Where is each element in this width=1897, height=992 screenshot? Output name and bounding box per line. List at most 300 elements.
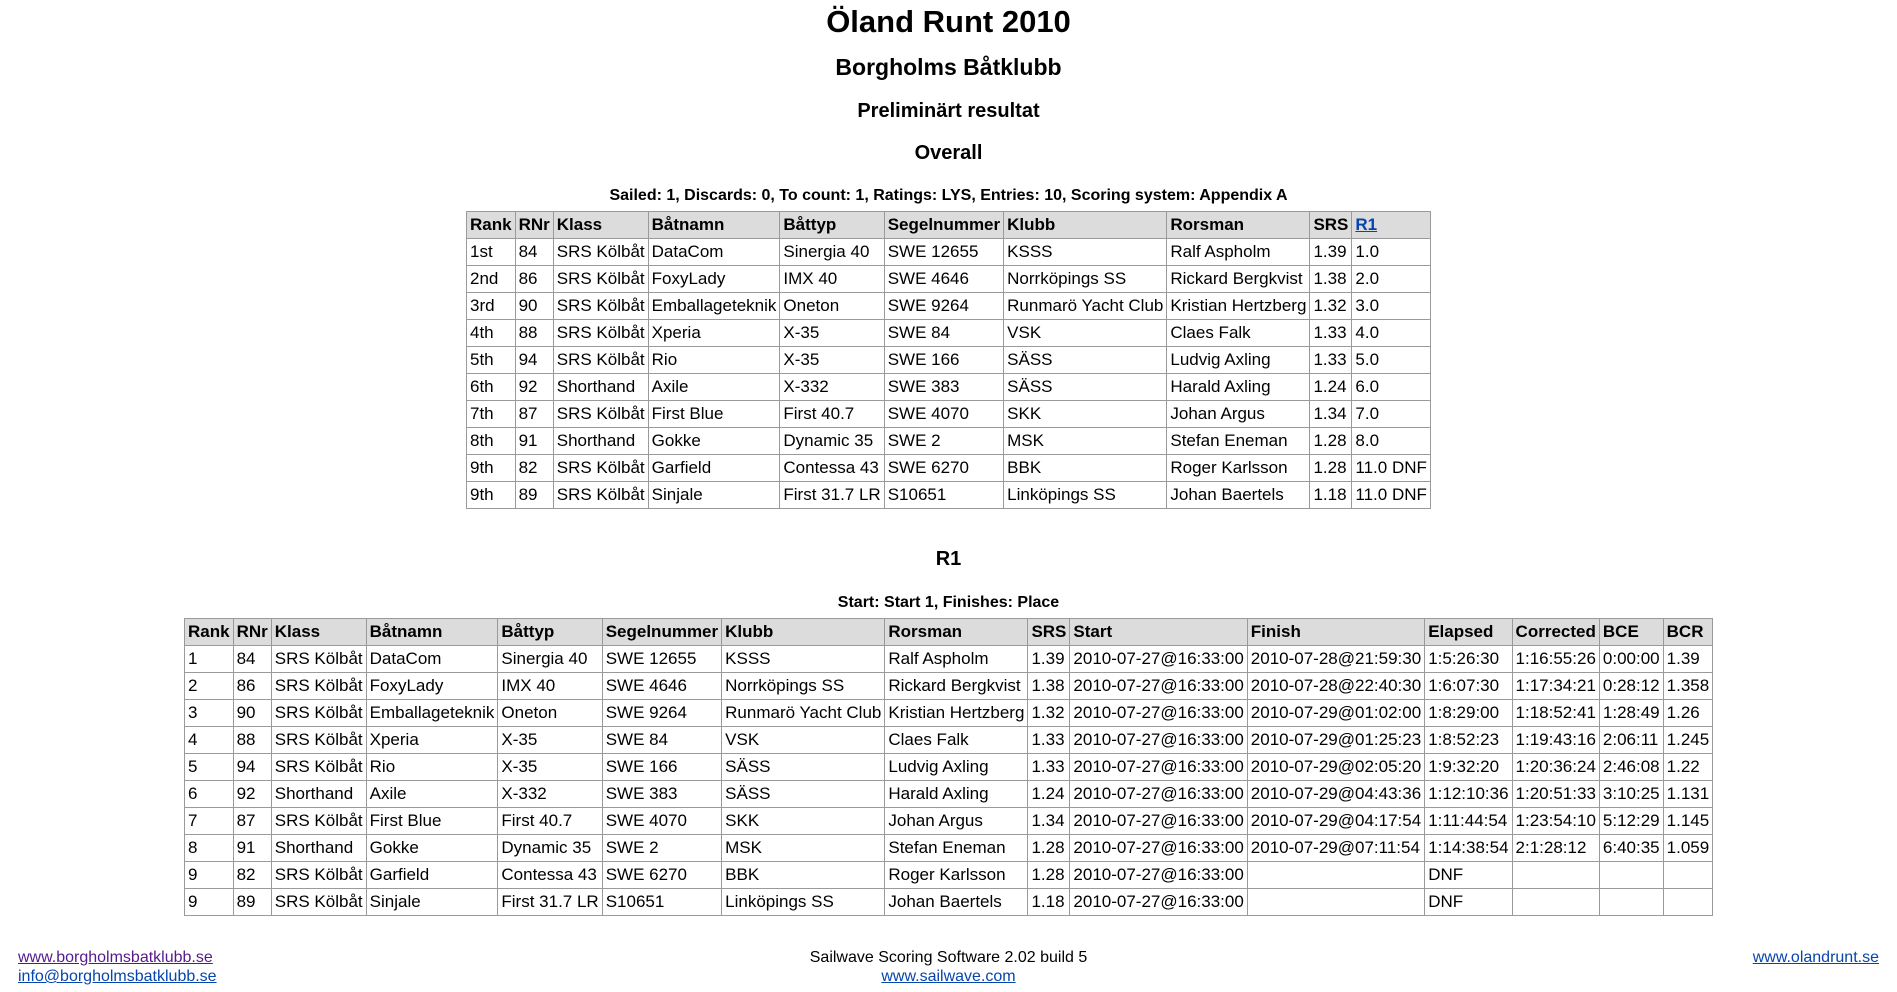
- table-cell: BBK: [1004, 455, 1167, 482]
- table-row: [467, 401, 1431, 428]
- table-cell: SRS Kölbåt: [553, 482, 648, 509]
- table-cell: DataCom: [648, 239, 780, 266]
- table-cell: 4th: [467, 320, 516, 347]
- table-cell: Shorthand: [553, 374, 648, 401]
- table-cell: 5.0: [1352, 347, 1431, 374]
- table-cell: 1.34: [1310, 401, 1352, 428]
- table-cell: SRS Kölbåt: [553, 293, 648, 320]
- table-cell: SWE 2: [884, 428, 1003, 455]
- table-cell: 2010-07-27@16:33:00: [1070, 835, 1247, 862]
- event-website-link[interactable]: www.olandrunt.se: [1752, 949, 1879, 966]
- table-cell: 1.059: [1663, 835, 1713, 862]
- table-cell: 2nd: [467, 266, 516, 293]
- table-cell: 2:46:08: [1599, 754, 1663, 781]
- table-cell: 6: [185, 781, 234, 808]
- table-cell: 1.39: [1028, 646, 1070, 673]
- table-cell: 2010-07-29@02:05:20: [1247, 754, 1424, 781]
- table-cell: SRS Kölbåt: [553, 347, 648, 374]
- table-cell: SWE 12655: [884, 239, 1003, 266]
- table-cell: SWE 9264: [602, 700, 721, 727]
- table-cell: 82: [233, 862, 271, 889]
- table-cell: 1.28: [1310, 428, 1352, 455]
- table-cell: Gokke: [366, 835, 498, 862]
- table-row: [185, 673, 1713, 700]
- table-cell: 7: [185, 808, 234, 835]
- table-cell: Garfield: [648, 455, 780, 482]
- table-cell: [1512, 862, 1599, 889]
- table-cell: Runmarö Yacht Club: [1004, 293, 1167, 320]
- table-cell: Ralf Aspholm: [885, 646, 1028, 673]
- column-header: RNr: [233, 619, 271, 646]
- table-cell: SWE 4646: [884, 266, 1003, 293]
- column-header: Klass: [553, 212, 648, 239]
- table-cell: 87: [233, 808, 271, 835]
- table-row: [467, 374, 1431, 401]
- table-cell: 2010-07-27@16:33:00: [1070, 646, 1247, 673]
- table-cell: S10651: [602, 889, 721, 916]
- table-row: [185, 754, 1713, 781]
- table-cell: 1:5:26:30: [1425, 646, 1512, 673]
- table-cell: 4: [185, 727, 234, 754]
- table-cell: 6.0: [1352, 374, 1431, 401]
- race-results-table: [184, 618, 1713, 916]
- table-cell: Shorthand: [553, 428, 648, 455]
- table-cell: 0:00:00: [1599, 646, 1663, 673]
- page-title: Öland Runt 2010: [826, 4, 1071, 39]
- table-cell: Johan Baertels: [885, 889, 1028, 916]
- table-cell: Sinjale: [648, 482, 780, 509]
- table-cell: SWE 6270: [884, 455, 1003, 482]
- table-cell: 3:10:25: [1599, 781, 1663, 808]
- table-cell: First 31.7 LR: [780, 482, 884, 509]
- overall-header-row: [467, 212, 1431, 239]
- column-header: Båttyp: [780, 212, 884, 239]
- table-cell: X-35: [780, 320, 884, 347]
- column-header: BCE: [1599, 619, 1663, 646]
- table-cell: Linköpings SS: [722, 889, 885, 916]
- table-cell: 5th: [467, 347, 516, 374]
- table-cell: VSK: [1004, 320, 1167, 347]
- overall-results-table: [466, 211, 1431, 509]
- software-credit: Sailwave Scoring Software 2.02 build 5: [809, 949, 1088, 966]
- table-cell: 1:16:55:26: [1512, 646, 1599, 673]
- table-row: [185, 889, 1713, 916]
- race-link[interactable]: R1: [1355, 215, 1378, 234]
- footer-right: [1753, 948, 1879, 967]
- table-cell: Norrköpings SS: [1004, 266, 1167, 293]
- table-cell: 89: [515, 482, 553, 509]
- table-cell: 1.22: [1663, 754, 1713, 781]
- table-cell: Rickard Bergkvist: [885, 673, 1028, 700]
- table-cell: Claes Falk: [885, 727, 1028, 754]
- table-cell: 1:19:43:16: [1512, 727, 1599, 754]
- table-row: [467, 293, 1431, 320]
- table-cell: 91: [515, 428, 553, 455]
- table-cell: SRS Kölbåt: [553, 401, 648, 428]
- table-cell: Sinergia 40: [780, 239, 884, 266]
- table-cell: 94: [515, 347, 553, 374]
- table-cell: SRS Kölbåt: [271, 862, 366, 889]
- table-cell: DNF: [1425, 889, 1512, 916]
- column-header[interactable]: [1352, 212, 1431, 239]
- table-cell: SWE 166: [884, 347, 1003, 374]
- column-header: Corrected: [1512, 619, 1599, 646]
- table-row: [467, 266, 1431, 293]
- table-cell: 0:28:12: [1599, 673, 1663, 700]
- column-header: Båtnamn: [648, 212, 780, 239]
- table-cell: 1.358: [1663, 673, 1713, 700]
- table-cell: Dynamic 35: [780, 428, 884, 455]
- table-cell: SÄSS: [1004, 374, 1167, 401]
- table-cell: SWE 4070: [602, 808, 721, 835]
- table-cell: SRS Kölbåt: [271, 808, 366, 835]
- table-cell: 2010-07-27@16:33:00: [1070, 889, 1247, 916]
- table-cell: 9th: [467, 482, 516, 509]
- column-header: Finish: [1247, 619, 1424, 646]
- table-cell: Runmarö Yacht Club: [722, 700, 885, 727]
- table-cell: Ralf Aspholm: [1167, 239, 1310, 266]
- table-cell: Emballageteknik: [366, 700, 498, 727]
- table-cell: 1.18: [1028, 889, 1070, 916]
- table-cell: [1247, 862, 1424, 889]
- table-cell: 2010-07-27@16:33:00: [1070, 781, 1247, 808]
- table-cell: 1.38: [1028, 673, 1070, 700]
- column-header: Rorsman: [885, 619, 1028, 646]
- table-cell: 92: [233, 781, 271, 808]
- table-cell: Ludvig Axling: [1167, 347, 1310, 374]
- table-cell: 2:06:11: [1599, 727, 1663, 754]
- table-cell: 1.33: [1310, 347, 1352, 374]
- table-cell: 2010-07-27@16:33:00: [1070, 700, 1247, 727]
- table-cell: Norrköpings SS: [722, 673, 885, 700]
- table-cell: MSK: [1004, 428, 1167, 455]
- table-cell: Oneton: [780, 293, 884, 320]
- table-cell: 90: [233, 700, 271, 727]
- table-cell: SKK: [1004, 401, 1167, 428]
- table-cell: Stefan Eneman: [1167, 428, 1310, 455]
- table-cell: VSK: [722, 727, 885, 754]
- table-cell: 1:14:38:54: [1425, 835, 1512, 862]
- table-row: [467, 482, 1431, 509]
- table-cell: 5:12:29: [1599, 808, 1663, 835]
- table-cell: 2010-07-27@16:33:00: [1070, 673, 1247, 700]
- table-cell: 2: [185, 673, 234, 700]
- table-cell: SKK: [722, 808, 885, 835]
- table-cell: 2:1:28:12: [1512, 835, 1599, 862]
- race-heading: R1: [935, 548, 962, 570]
- column-header: BCR: [1663, 619, 1713, 646]
- table-cell: Johan Argus: [1167, 401, 1310, 428]
- table-cell: KSSS: [722, 646, 885, 673]
- table-cell: 2010-07-28@21:59:30: [1247, 646, 1424, 673]
- table-cell: 1:20:51:33: [1512, 781, 1599, 808]
- table-cell: Shorthand: [271, 835, 366, 862]
- table-cell: 94: [233, 754, 271, 781]
- column-header: Rorsman: [1167, 212, 1310, 239]
- table-cell: SWE 2: [602, 835, 721, 862]
- table-cell: Sinjale: [366, 889, 498, 916]
- table-cell: 2010-07-29@07:11:54: [1247, 835, 1424, 862]
- footer-center: [0, 948, 1897, 986]
- table-cell: MSK: [722, 835, 885, 862]
- table-cell: SWE 383: [602, 781, 721, 808]
- table-cell: SWE 383: [884, 374, 1003, 401]
- table-cell: 8.0: [1352, 428, 1431, 455]
- table-cell: 3.0: [1352, 293, 1431, 320]
- table-row: [185, 700, 1713, 727]
- table-cell: IMX 40: [498, 673, 602, 700]
- table-row: [467, 455, 1431, 482]
- column-header: Start: [1070, 619, 1247, 646]
- table-cell: X-332: [498, 781, 602, 808]
- table-cell: 1.245: [1663, 727, 1713, 754]
- table-cell: SÄSS: [722, 754, 885, 781]
- table-cell: Roger Karlsson: [1167, 455, 1310, 482]
- column-header: Klubb: [1004, 212, 1167, 239]
- table-cell: 2010-07-29@01:02:00: [1247, 700, 1424, 727]
- table-cell: 88: [515, 320, 553, 347]
- table-cell: 86: [515, 266, 553, 293]
- table-cell: 1.24: [1310, 374, 1352, 401]
- table-cell: 1.145: [1663, 808, 1713, 835]
- table-cell: 89: [233, 889, 271, 916]
- table-cell: SWE 4070: [884, 401, 1003, 428]
- table-cell: [1663, 889, 1713, 916]
- table-cell: 8th: [467, 428, 516, 455]
- table-cell: [1512, 889, 1599, 916]
- table-cell: Ludvig Axling: [885, 754, 1028, 781]
- table-cell: SRS Kölbåt: [271, 889, 366, 916]
- table-cell: Linköpings SS: [1004, 482, 1167, 509]
- table-cell: Harald Axling: [885, 781, 1028, 808]
- table-cell: SRS Kölbåt: [271, 700, 366, 727]
- table-cell: 1.0: [1352, 239, 1431, 266]
- table-cell: 1:8:29:00: [1425, 700, 1512, 727]
- table-cell: IMX 40: [780, 266, 884, 293]
- table-cell: Oneton: [498, 700, 602, 727]
- table-cell: FoxyLady: [366, 673, 498, 700]
- table-cell: First Blue: [648, 401, 780, 428]
- table-cell: 1.39: [1310, 239, 1352, 266]
- table-cell: 1:18:52:41: [1512, 700, 1599, 727]
- table-cell: 9: [185, 862, 234, 889]
- column-header: Båtnamn: [366, 619, 498, 646]
- table-row: [467, 320, 1431, 347]
- table-cell: X-35: [498, 727, 602, 754]
- table-cell: SWE 84: [602, 727, 721, 754]
- table-cell: Emballageteknik: [648, 293, 780, 320]
- table-cell: 2010-07-29@04:43:36: [1247, 781, 1424, 808]
- table-cell: Axile: [648, 374, 780, 401]
- table-cell: 11.0 DNF: [1352, 455, 1431, 482]
- column-header: Rank: [185, 619, 234, 646]
- table-cell: 92: [515, 374, 553, 401]
- column-header: RNr: [515, 212, 553, 239]
- table-cell: [1247, 889, 1424, 916]
- club-website-link[interactable]: www.borgholmsbatklubb.se: [18, 949, 213, 966]
- table-cell: 1.28: [1028, 835, 1070, 862]
- table-cell: SRS Kölbåt: [271, 727, 366, 754]
- table-cell: 9th: [467, 455, 516, 482]
- table-cell: Kristian Hertzberg: [885, 700, 1028, 727]
- table-cell: 1:28:49: [1599, 700, 1663, 727]
- table-cell: 2.0: [1352, 266, 1431, 293]
- table-cell: Gokke: [648, 428, 780, 455]
- table-cell: X-35: [498, 754, 602, 781]
- table-cell: First 40.7: [498, 808, 602, 835]
- table-cell: 1.32: [1028, 700, 1070, 727]
- column-header: Klass: [271, 619, 366, 646]
- club-email-link[interactable]: info@borgholmsbatklubb.se: [18, 968, 217, 985]
- table-cell: 84: [233, 646, 271, 673]
- table-cell: 1.38: [1310, 266, 1352, 293]
- table-cell: Dynamic 35: [498, 835, 602, 862]
- table-cell: Shorthand: [271, 781, 366, 808]
- table-cell: [1663, 862, 1713, 889]
- table-cell: 87: [515, 401, 553, 428]
- table-cell: SWE 12655: [602, 646, 721, 673]
- overall-heading: Overall: [914, 142, 983, 164]
- table-cell: 5: [185, 754, 234, 781]
- table-cell: 91: [233, 835, 271, 862]
- table-cell: 2010-07-29@01:25:23: [1247, 727, 1424, 754]
- table-cell: S10651: [884, 482, 1003, 509]
- column-header: Elapsed: [1425, 619, 1512, 646]
- table-row: [185, 646, 1713, 673]
- table-cell: 1st: [467, 239, 516, 266]
- table-cell: 1:20:36:24: [1512, 754, 1599, 781]
- table-cell: 90: [515, 293, 553, 320]
- table-cell: SWE 4646: [602, 673, 721, 700]
- race-summary: Start: Start 1, Finishes: Place: [837, 594, 1060, 611]
- table-cell: 1:17:34:21: [1512, 673, 1599, 700]
- table-cell: SWE 6270: [602, 862, 721, 889]
- table-cell: Xperia: [648, 320, 780, 347]
- table-cell: 7.0: [1352, 401, 1431, 428]
- table-cell: 3rd: [467, 293, 516, 320]
- column-header: Rank: [467, 212, 516, 239]
- table-cell: KSSS: [1004, 239, 1167, 266]
- table-cell: 1.39: [1663, 646, 1713, 673]
- table-cell: X-332: [780, 374, 884, 401]
- table-cell: SRS Kölbåt: [553, 455, 648, 482]
- column-header: Klubb: [722, 619, 885, 646]
- table-cell: DataCom: [366, 646, 498, 673]
- table-cell: [1599, 889, 1663, 916]
- table-cell: SWE 84: [884, 320, 1003, 347]
- table-cell: SWE 166: [602, 754, 721, 781]
- table-cell: 82: [515, 455, 553, 482]
- table-cell: FoxyLady: [648, 266, 780, 293]
- table-cell: BBK: [722, 862, 885, 889]
- table-cell: 1:11:44:54: [1425, 808, 1512, 835]
- table-cell: First Blue: [366, 808, 498, 835]
- table-cell: 1: [185, 646, 234, 673]
- table-cell: 7th: [467, 401, 516, 428]
- table-cell: Kristian Hertzberg: [1167, 293, 1310, 320]
- table-cell: Sinergia 40: [498, 646, 602, 673]
- table-cell: 1.28: [1028, 862, 1070, 889]
- race-header-row: [185, 619, 1713, 646]
- table-row: [185, 781, 1713, 808]
- table-cell: 2010-07-27@16:33:00: [1070, 754, 1247, 781]
- race-body: [185, 646, 1713, 916]
- table-cell: SÄSS: [722, 781, 885, 808]
- table-cell: 1.34: [1028, 808, 1070, 835]
- table-cell: 86: [233, 673, 271, 700]
- table-cell: 1.26: [1663, 700, 1713, 727]
- table-cell: Stefan Eneman: [885, 835, 1028, 862]
- table-cell: [1599, 862, 1663, 889]
- table-cell: 1.33: [1028, 754, 1070, 781]
- table-cell: 2010-07-27@16:33:00: [1070, 862, 1247, 889]
- column-header: SRS: [1028, 619, 1070, 646]
- table-cell: SRS Kölbåt: [553, 239, 648, 266]
- table-cell: Johan Argus: [885, 808, 1028, 835]
- table-cell: 4.0: [1352, 320, 1431, 347]
- table-cell: SRS Kölbåt: [271, 754, 366, 781]
- table-cell: 2010-07-28@22:40:30: [1247, 673, 1424, 700]
- table-cell: 1.33: [1028, 727, 1070, 754]
- table-cell: 1:9:32:20: [1425, 754, 1512, 781]
- overall-summary: Sailed: 1, Discards: 0, To count: 1, Ratings: LYS, Entries: 10, Scoring system: Appendix A: [609, 187, 1288, 204]
- column-header: SRS: [1310, 212, 1352, 239]
- sailwave-link[interactable]: www.sailwave.com: [881, 968, 1016, 985]
- column-header: Båttyp: [498, 619, 602, 646]
- result-status: Preliminärt resultat: [857, 100, 1040, 122]
- table-cell: 2010-07-29@04:17:54: [1247, 808, 1424, 835]
- table-cell: SRS Kölbåt: [553, 320, 648, 347]
- table-cell: Johan Baertels: [1167, 482, 1310, 509]
- column-header: Segelnummer: [884, 212, 1003, 239]
- table-cell: 1:6:07:30: [1425, 673, 1512, 700]
- table-row: [185, 862, 1713, 889]
- table-cell: 1.32: [1310, 293, 1352, 320]
- table-cell: 1.131: [1663, 781, 1713, 808]
- table-cell: SWE 9264: [884, 293, 1003, 320]
- table-cell: 84: [515, 239, 553, 266]
- table-cell: Contessa 43: [780, 455, 884, 482]
- table-cell: Garfield: [366, 862, 498, 889]
- table-cell: DNF: [1425, 862, 1512, 889]
- table-row: [467, 239, 1431, 266]
- table-cell: First 40.7: [780, 401, 884, 428]
- table-cell: 6:40:35: [1599, 835, 1663, 862]
- table-cell: 9: [185, 889, 234, 916]
- table-cell: 3: [185, 700, 234, 727]
- club-name: Borgholms Båtklubb: [835, 54, 1062, 80]
- table-row: [467, 428, 1431, 455]
- table-cell: Roger Karlsson: [885, 862, 1028, 889]
- table-cell: Xperia: [366, 727, 498, 754]
- table-row: [185, 808, 1713, 835]
- table-cell: SRS Kölbåt: [553, 266, 648, 293]
- table-cell: 11.0 DNF: [1352, 482, 1431, 509]
- table-cell: 1.18: [1310, 482, 1352, 509]
- table-cell: 1:23:54:10: [1512, 808, 1599, 835]
- table-cell: 1.33: [1310, 320, 1352, 347]
- table-cell: Claes Falk: [1167, 320, 1310, 347]
- table-cell: Harald Axling: [1167, 374, 1310, 401]
- table-cell: SÄSS: [1004, 347, 1167, 374]
- table-cell: X-35: [780, 347, 884, 374]
- table-cell: First 31.7 LR: [498, 889, 602, 916]
- table-cell: 1:8:52:23: [1425, 727, 1512, 754]
- table-cell: 1.28: [1310, 455, 1352, 482]
- table-cell: SRS Kölbåt: [271, 646, 366, 673]
- table-cell: Contessa 43: [498, 862, 602, 889]
- table-cell: Rio: [366, 754, 498, 781]
